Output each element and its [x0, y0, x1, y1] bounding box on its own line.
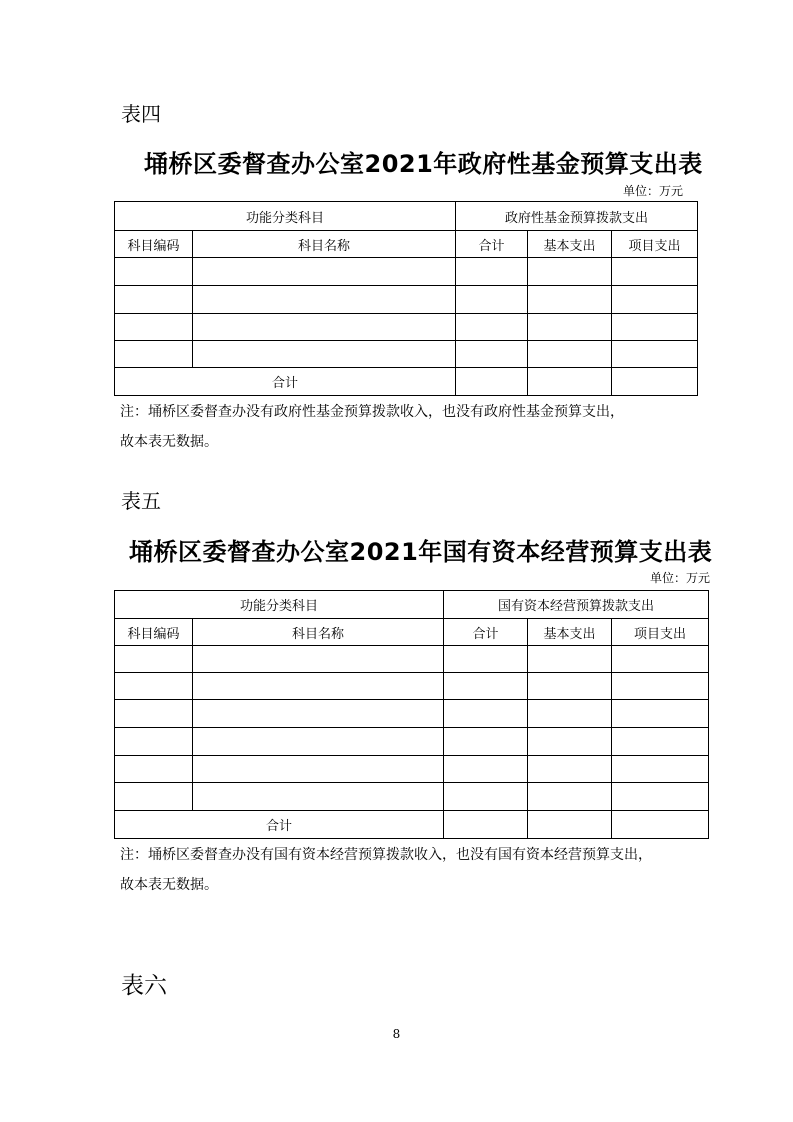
table-row	[115, 673, 709, 700]
table4	[114, 201, 698, 396]
table5	[114, 590, 709, 839]
table-row	[115, 286, 698, 314]
table4-col-name: 科目名称	[193, 231, 456, 258]
table5-col-basic: 基本支出	[528, 619, 612, 646]
table4-col-basic: 基本支出	[528, 231, 612, 258]
table-row	[115, 341, 698, 368]
table5-col-name: 科目名称	[193, 619, 444, 646]
section-label-table6: 表六	[121, 973, 167, 999]
table-row	[115, 728, 709, 756]
page-number: 8	[392, 1027, 401, 1041]
table4-note-line1: 注：埇桥区委督查办没有政府性基金预算拨款收入，也没有政府性基金预算支出，	[120, 404, 624, 420]
table4-note-line2: 故本表无数据。	[120, 434, 218, 450]
table5-col-project: 项目支出	[612, 619, 709, 646]
table4-col-code: 科目编码	[115, 231, 193, 258]
table-row	[115, 700, 709, 728]
table4-total-row	[115, 368, 698, 396]
table5-total-row	[115, 811, 709, 839]
table4-unit: 单位：万元	[623, 184, 684, 198]
table-row	[115, 314, 698, 341]
table4-col-project: 项目支出	[612, 231, 698, 258]
table-row	[115, 258, 698, 286]
table5-total-label: 合计	[115, 811, 444, 839]
section-label-table5: 表五	[121, 489, 161, 513]
table5-col-total: 合计	[444, 619, 528, 646]
table5-title: 埇桥区委督查办公室2021年国有资本经营预算支出表	[129, 538, 713, 566]
table4-header-functional-category: 功能分类科目	[115, 202, 456, 231]
table5-col-code: 科目编码	[115, 619, 193, 646]
table4-title: 埇桥区委督查办公室2021年政府性基金预算支出表	[144, 150, 703, 178]
table-row	[115, 646, 709, 673]
table4-col-total: 合计	[456, 231, 528, 258]
table5-header-functional-category: 功能分类科目	[115, 591, 444, 619]
table5-header-appropriation: 国有资本经营预算拨款支出	[444, 591, 709, 619]
table-row	[115, 756, 709, 783]
table5-note-line1: 注：埇桥区委督查办没有国有资本经营预算拨款收入，也没有国有资本经营预算支出，	[120, 847, 652, 863]
table-row	[115, 783, 709, 811]
table5-note-line2: 故本表无数据。	[120, 877, 218, 893]
table4-header-appropriation: 政府性基金预算拨款支出	[456, 202, 698, 231]
section-label-table4: 表四	[121, 102, 161, 126]
table5-unit: 单位：万元	[650, 571, 711, 585]
table4-total-label: 合计	[115, 368, 456, 396]
